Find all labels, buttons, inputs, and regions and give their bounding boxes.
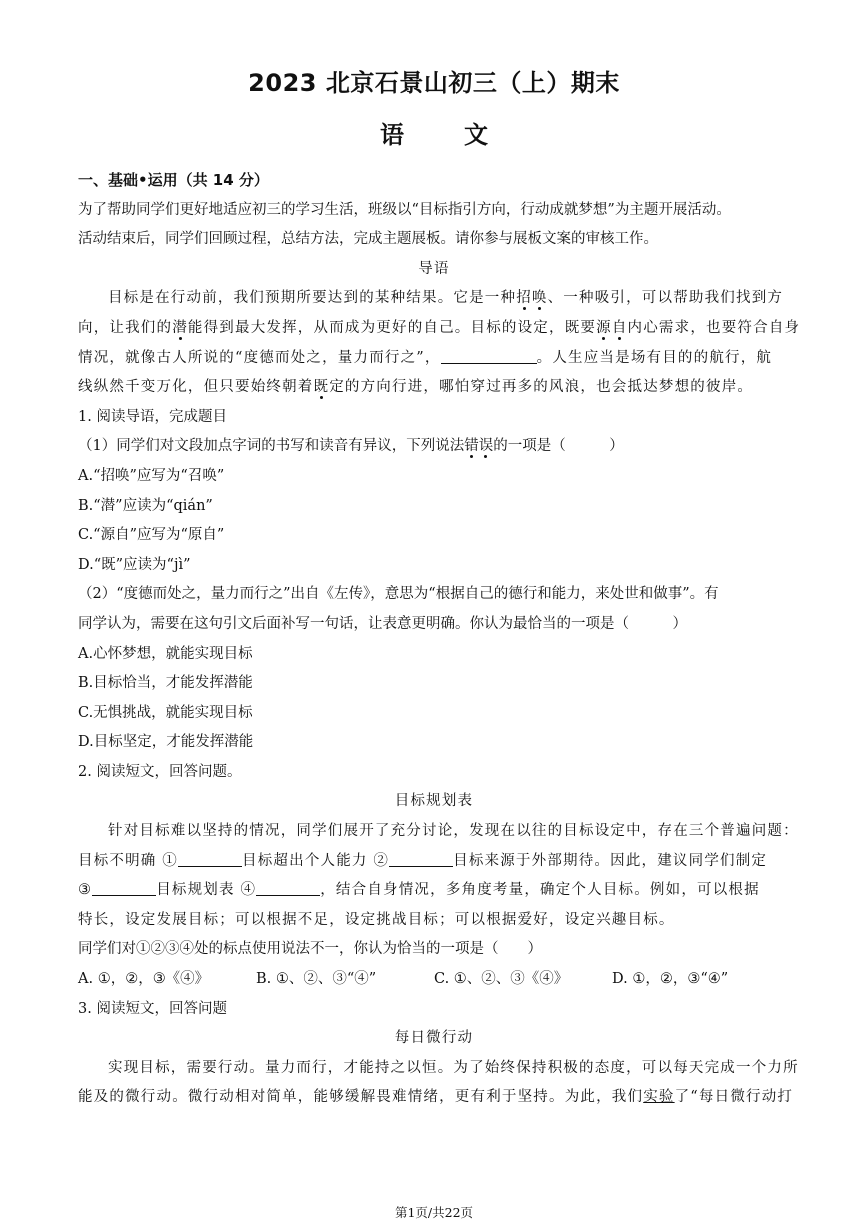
question-1-stem: 1. 阅读导语，完成题目 [78,408,227,425]
option: A. ①，②，③《④》 [78,971,210,988]
text-span: 线纵然千变万化，但只要始终朝着 [78,379,314,396]
intro-line-2: 活动结束后，同学们回顾过程，总结方法，完成主题展板。请你参与展板文案的审核工作。 [78,231,658,248]
dotted-char: 招 [516,290,532,307]
text-span: （1）同学们对文段加点字词的书写和读音有异议，下列说法 [78,438,465,455]
text-span: 目标超出个人能力 ② [242,852,390,869]
dotted-char: 潜 [172,319,188,336]
guide-title: 导语 [418,260,450,277]
question-2-options [78,965,790,995]
dotted-char: 误 [478,438,494,455]
text-span: 定的方向行进，哪怕穿过再多的风浪，也会抵达梦想的彼岸。 [329,379,754,396]
q2-line-1: 针对目标难以坚持的情况，同学们展开了充分讨论，发现在以往的目标设定中，存在三个普遍问题： [108,823,799,840]
question-3-title: 每日微行动 [394,1030,474,1047]
text-span: 了“每日微行动打 [674,1089,794,1106]
question-1-part-1 [78,432,790,462]
option: B.目标恰当，才能发挥潜能 [78,675,253,692]
guide-line-3 [78,344,790,374]
question-2-title: 目标规划表 [394,793,474,810]
fill-blank [178,851,242,867]
question-1-part-2-line-1: （2）“度德而处之，量力而行之”出自《左传》，意思为“根据自己的德行和能力，来处世和做事”。有 [78,586,719,603]
text-span: ③ [78,882,93,899]
text-span: 、一种吸引，可以帮助我们找到方 [547,290,784,307]
text-span: 向，让我们的 [78,319,173,336]
fill-blank [389,851,453,867]
option: C. ①、②、③《④》 [434,971,569,988]
text-span: 目标规划表 ④ [156,882,257,899]
dotted-char: 既 [313,379,330,396]
text-span: 的一项是（ ） [493,438,624,455]
q2-line-2 [78,847,790,877]
option: C.“源自”应写为“原自” [78,527,225,544]
q2-line-3 [78,876,790,906]
text-span: 。人生应当是场有目的的航行，航 [536,349,773,366]
fill-blank [92,880,156,896]
option: D.“既”应读为“jì” [78,556,191,573]
section-heading: 一、基础•运用（共 14 分） [78,171,269,189]
question-3-stem: 3. 阅读短文，回答问题 [78,1000,227,1017]
document-body [78,166,801,1113]
option: D.目标坚定，才能发挥潜能 [78,734,254,751]
text-span: 情况，就像古人所说的“度德而处之，量力而行之”， [78,349,441,366]
q2-line-4: 特长，设定发展目标；可以根据不足，设定挑战目标；可以根据爱好，设定兴趣目标。 [78,911,675,928]
option: C.无惧挑战，就能实现目标 [78,704,253,721]
text-span: 内心需求，也要符合自身 [627,319,801,336]
dotted-char: 自 [611,319,628,336]
option: B.“潜”应读为“qián” [78,497,213,514]
question-1-part-2-line-2: 同学认为，需要在这句引文后面补写一句话，让表意更明确。你认为最恰当的一项是（ ） [78,615,687,632]
fill-blank [441,348,537,364]
text-span: ，结合自身情况，多角度考量，确定个人目标。例如，可以根据 [320,882,760,899]
text-span: 目标来源于外部期待。因此，建议同学们制定 [453,852,768,869]
dotted-char: 错 [464,438,479,455]
option: A.“招唤”应写为“召唤” [78,467,225,484]
page-number: 第1页/共22页 [394,1205,474,1220]
option: A.心怀梦想，就能实现目标 [78,645,253,662]
dotted-char: 源 [596,319,612,336]
dotted-char: 唤 [531,290,548,307]
subject-title: 语文 [380,121,548,149]
intro-line-1: 为了帮助同学们更好地适应初三的学习生活，班级以“目标指引方向，行动成就梦想”为主题开展活动。 [78,201,731,218]
text-span: 目标不明确 ① [78,852,179,869]
question-2-ask: 同学们对①②③④处的标点使用说法不一，你认为恰当的一项是（ ） [78,941,542,958]
option: D. ①，②，③“④” [612,971,729,988]
underlined-word: 实验 [643,1089,675,1106]
q3-line-2 [78,1083,794,1113]
text-span: 能及的微行动。微行动相对简单，能够缓解畏难情绪，更有利于坚持。为此，我们 [78,1089,644,1106]
exam-title: 2023 北京石景山初三（上）期末 [248,69,620,97]
option: B. ①、②、③“④” [256,971,377,988]
fill-blank [256,880,320,896]
guide-line-4 [78,373,790,403]
q3-line-1: 实现目标，需要行动。量力而行，才能持之以恒。为了始终保持积极的态度，可以每天完成一个力所 [108,1059,799,1076]
guide-line-2 [78,314,801,344]
question-2-stem: 2. 阅读短文，回答问题。 [78,763,242,780]
guide-line-1 [78,284,790,314]
text-span: 目标是在行动前，我们预期所要达到的某种结果。它是一种 [108,290,517,307]
text-span: 能得到最大发挥，从而成为更好的自己。目标的设定，既要 [187,319,597,336]
